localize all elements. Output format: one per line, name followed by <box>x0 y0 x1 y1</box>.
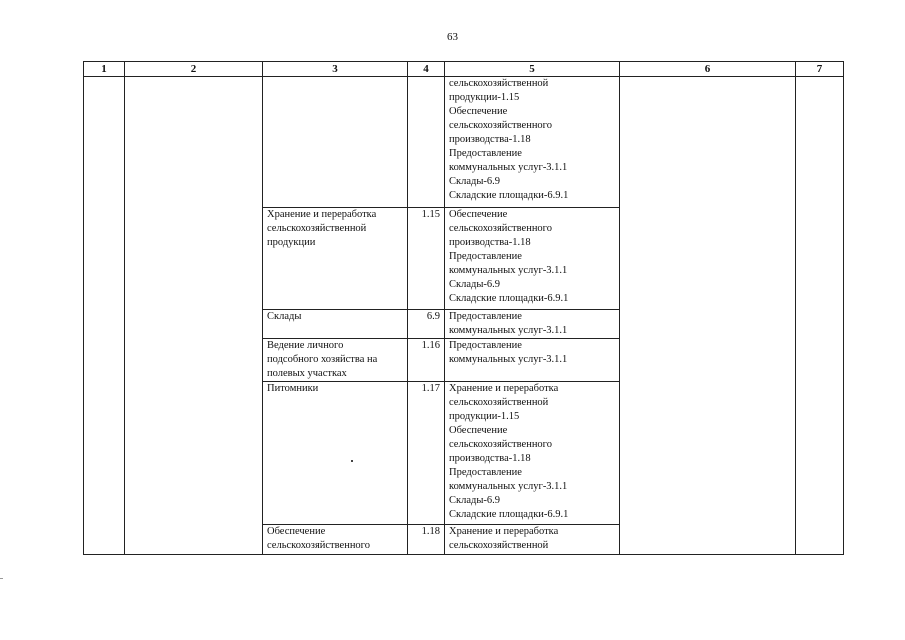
use-name-cell: Ведение личного подсобного хозяйства на полевых участках <box>263 339 408 382</box>
use-name-cell: Склады <box>263 310 408 339</box>
use-code-cell: 6.9 <box>408 310 445 339</box>
use-code-cell <box>408 77 445 208</box>
table-header-row <box>84 62 844 77</box>
column-header-5: 5 <box>445 62 620 77</box>
related-uses-cell: Предоставление коммунальных услуг-3.1.1 <box>445 310 620 339</box>
scan-speck <box>0 578 3 579</box>
column-header-4: 4 <box>408 62 445 77</box>
use-name-cell: Хранение и переработка сельскохозяйственной продукции <box>263 208 408 310</box>
column-1-cell <box>84 77 125 555</box>
scan-speck <box>351 460 353 462</box>
related-uses-cell: Хранение и переработка сельскохозяйственной продукции-1.15 Обеспечение сельскохозяйственного производства-1.18 Предоставление коммунальных услуг-3.1.1 Склады-6.9 Складские площадки-6.9.1 <box>445 382 620 525</box>
column-header-2: 2 <box>125 62 263 77</box>
related-uses-cell: Предоставление коммунальных услуг-3.1.1 <box>445 339 620 382</box>
related-uses-cell: сельскохозяйственной продукции-1.15 Обеспечение сельскохозяйственного производства-1.18 Предоставление коммунальных услуг-3.1.1 Склады-6.9 Складские площадки-6.9.1 <box>445 77 620 208</box>
page-number: 63 <box>447 31 458 43</box>
use-code-cell: 1.18 <box>408 525 445 555</box>
use-code-cell: 1.17 <box>408 382 445 525</box>
permitted-use-table <box>83 61 844 555</box>
column-header-7: 7 <box>796 62 844 77</box>
use-name-cell <box>263 77 408 208</box>
column-6-cell <box>620 77 796 555</box>
table-row-continuation <box>84 77 844 208</box>
column-header-6: 6 <box>620 62 796 77</box>
column-header-3: 3 <box>263 62 408 77</box>
related-uses-cell: Хранение и переработка сельскохозяйственной <box>445 525 620 555</box>
use-code-cell: 1.16 <box>408 339 445 382</box>
use-code-cell: 1.15 <box>408 208 445 310</box>
use-name-cell: Обеспечение сельскохозяйственного <box>263 525 408 555</box>
column-header-1: 1 <box>84 62 125 77</box>
column-7-cell <box>796 77 844 555</box>
related-uses-cell: Обеспечение сельскохозяйственного производства-1.18 Предоставление коммунальных услуг-3.1.1 Склады-6.9 Складские площадки-6.9.1 <box>445 208 620 310</box>
column-2-cell <box>125 77 263 555</box>
use-name-cell: Питомники <box>263 382 408 525</box>
